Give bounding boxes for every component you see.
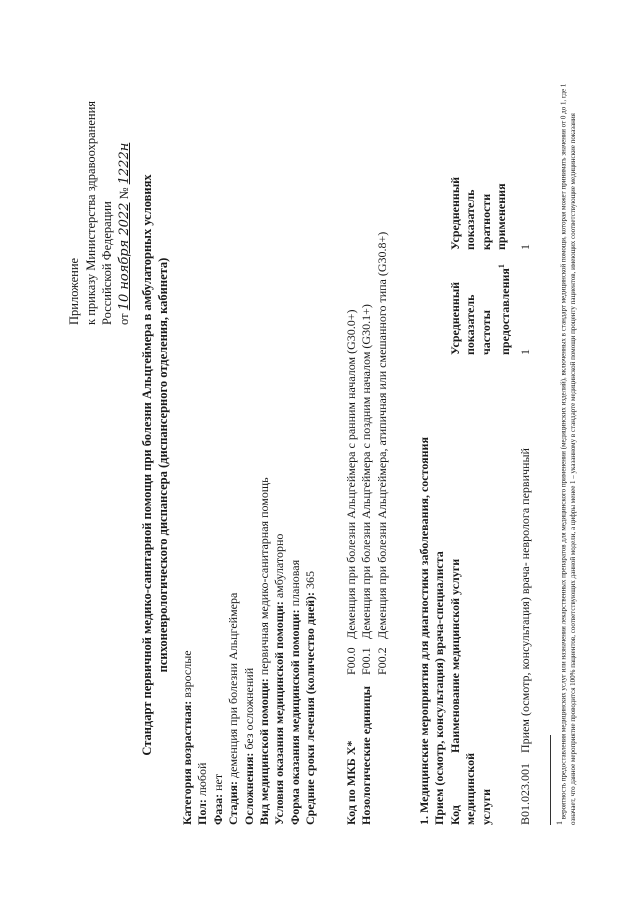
param-care-type: Вид медицинской помощи: первичная медико-санитарная помощь: [257, 477, 272, 825]
param-phase: Фаза: нет: [210, 773, 225, 825]
diagnosis-codes: [344, 232, 390, 825]
mkb-description: Деменция при болезни Альцгеймера, атипичная или смешанного типа (G30.8+): [374, 231, 389, 639]
section-heading: 1. Медицинские мероприятия для диагностики заболевания, состояния: [417, 437, 431, 825]
param-age: Категория возрастная: взрослые: [180, 650, 194, 825]
appendix-line-3: Российской Федерации: [100, 201, 114, 325]
param-duration: Средние сроки лечения (количество дней): 365: [303, 570, 318, 825]
appendix-line-2: к приказу Министерства здравоохранения: [83, 100, 98, 325]
code-row: [344, 232, 359, 825]
column-header-frequency: Усредненный показатель частоты предоставления$^1$: [448, 264, 513, 355]
param-care-conditions: Условия оказания медицинской помощи: амбулаторно: [272, 533, 287, 825]
param-stage: Стадия: деменция при болезни Альцгеймера: [226, 592, 241, 825]
document-title: Стандарт первичной медико-санитарной помощи при болезни Альцгеймера в амбулаторных условиях психоневрологического диспансера (диспансерного отделения, кабинета): [140, 174, 170, 756]
footnote-marker: 1: [497, 264, 507, 269]
column-header-name: Наименование медицинской услуги: [448, 558, 462, 753]
appendix-line-1: Приложение: [67, 257, 81, 325]
mkb-description: Деменция при болезни Альцгеймера с поздним началом (G30.1+): [359, 304, 374, 639]
footnote-number: 1: [555, 821, 564, 825]
appendix-block: [66, 101, 133, 325]
nosology-label: Нозологические единицы: [359, 685, 374, 825]
mkb-label: Код по МКБ X*: [344, 740, 358, 825]
footnote: [555, 65, 578, 825]
section-block: [417, 437, 448, 825]
mkb-code: F00.0: [344, 647, 358, 675]
date-signature: 10 ноября 2022: [116, 202, 132, 311]
appendix-date-line: [116, 101, 134, 325]
mkb-code: F00.1: [359, 647, 374, 675]
table-cell-multiplicity: 1: [518, 244, 532, 250]
number-prefix: №: [116, 187, 131, 200]
section-subheading: Прием (осмотр, консультация) врача-специалиста: [432, 551, 447, 825]
table-cell-code: B01.023.001: [518, 762, 532, 825]
column-header-code: Код медицинской услуги: [448, 752, 493, 825]
footnote-text: вероятность предоставления медицинских услуг или назначения лекарственных препаратов для медицинского применения (медицинских изделий), включенных в стандарт медицинской помощи, которая может принимать значения от 0 до 1, где 1 означает, что данное мероприятие проводится 100% пациентов, соответствующих данной модели, а цифры менее 1 – указанному в стандарте медицинской помощи проценту пациентов, имеющих соответствующие медицинские показания: [559, 83, 577, 825]
table-cell-name: Прием (осмотр, консультация) врача- невролога первичный: [518, 448, 532, 753]
number-signature: 1222н: [116, 142, 132, 185]
code-row: [375, 232, 390, 825]
code-row: [359, 232, 374, 825]
footnote-divider: [550, 735, 551, 825]
mkb-code: F00.2: [374, 647, 389, 675]
param-complications: Осложнения: без осложнений: [241, 667, 256, 825]
standard-parameters: [180, 477, 319, 825]
date-prefix: от: [116, 313, 131, 325]
param-sex: Пол: любой: [195, 762, 210, 825]
mkb-description: Деменция при болезни Альцгеймера с ранним началом (G30.0+): [344, 309, 358, 639]
table-cell-frequency: 1: [518, 349, 532, 355]
param-care-form: Форма оказания медицинской помощи: плановая: [287, 559, 302, 825]
column-header-multiplicity: Усредненный показатель кратности применения: [448, 176, 509, 250]
